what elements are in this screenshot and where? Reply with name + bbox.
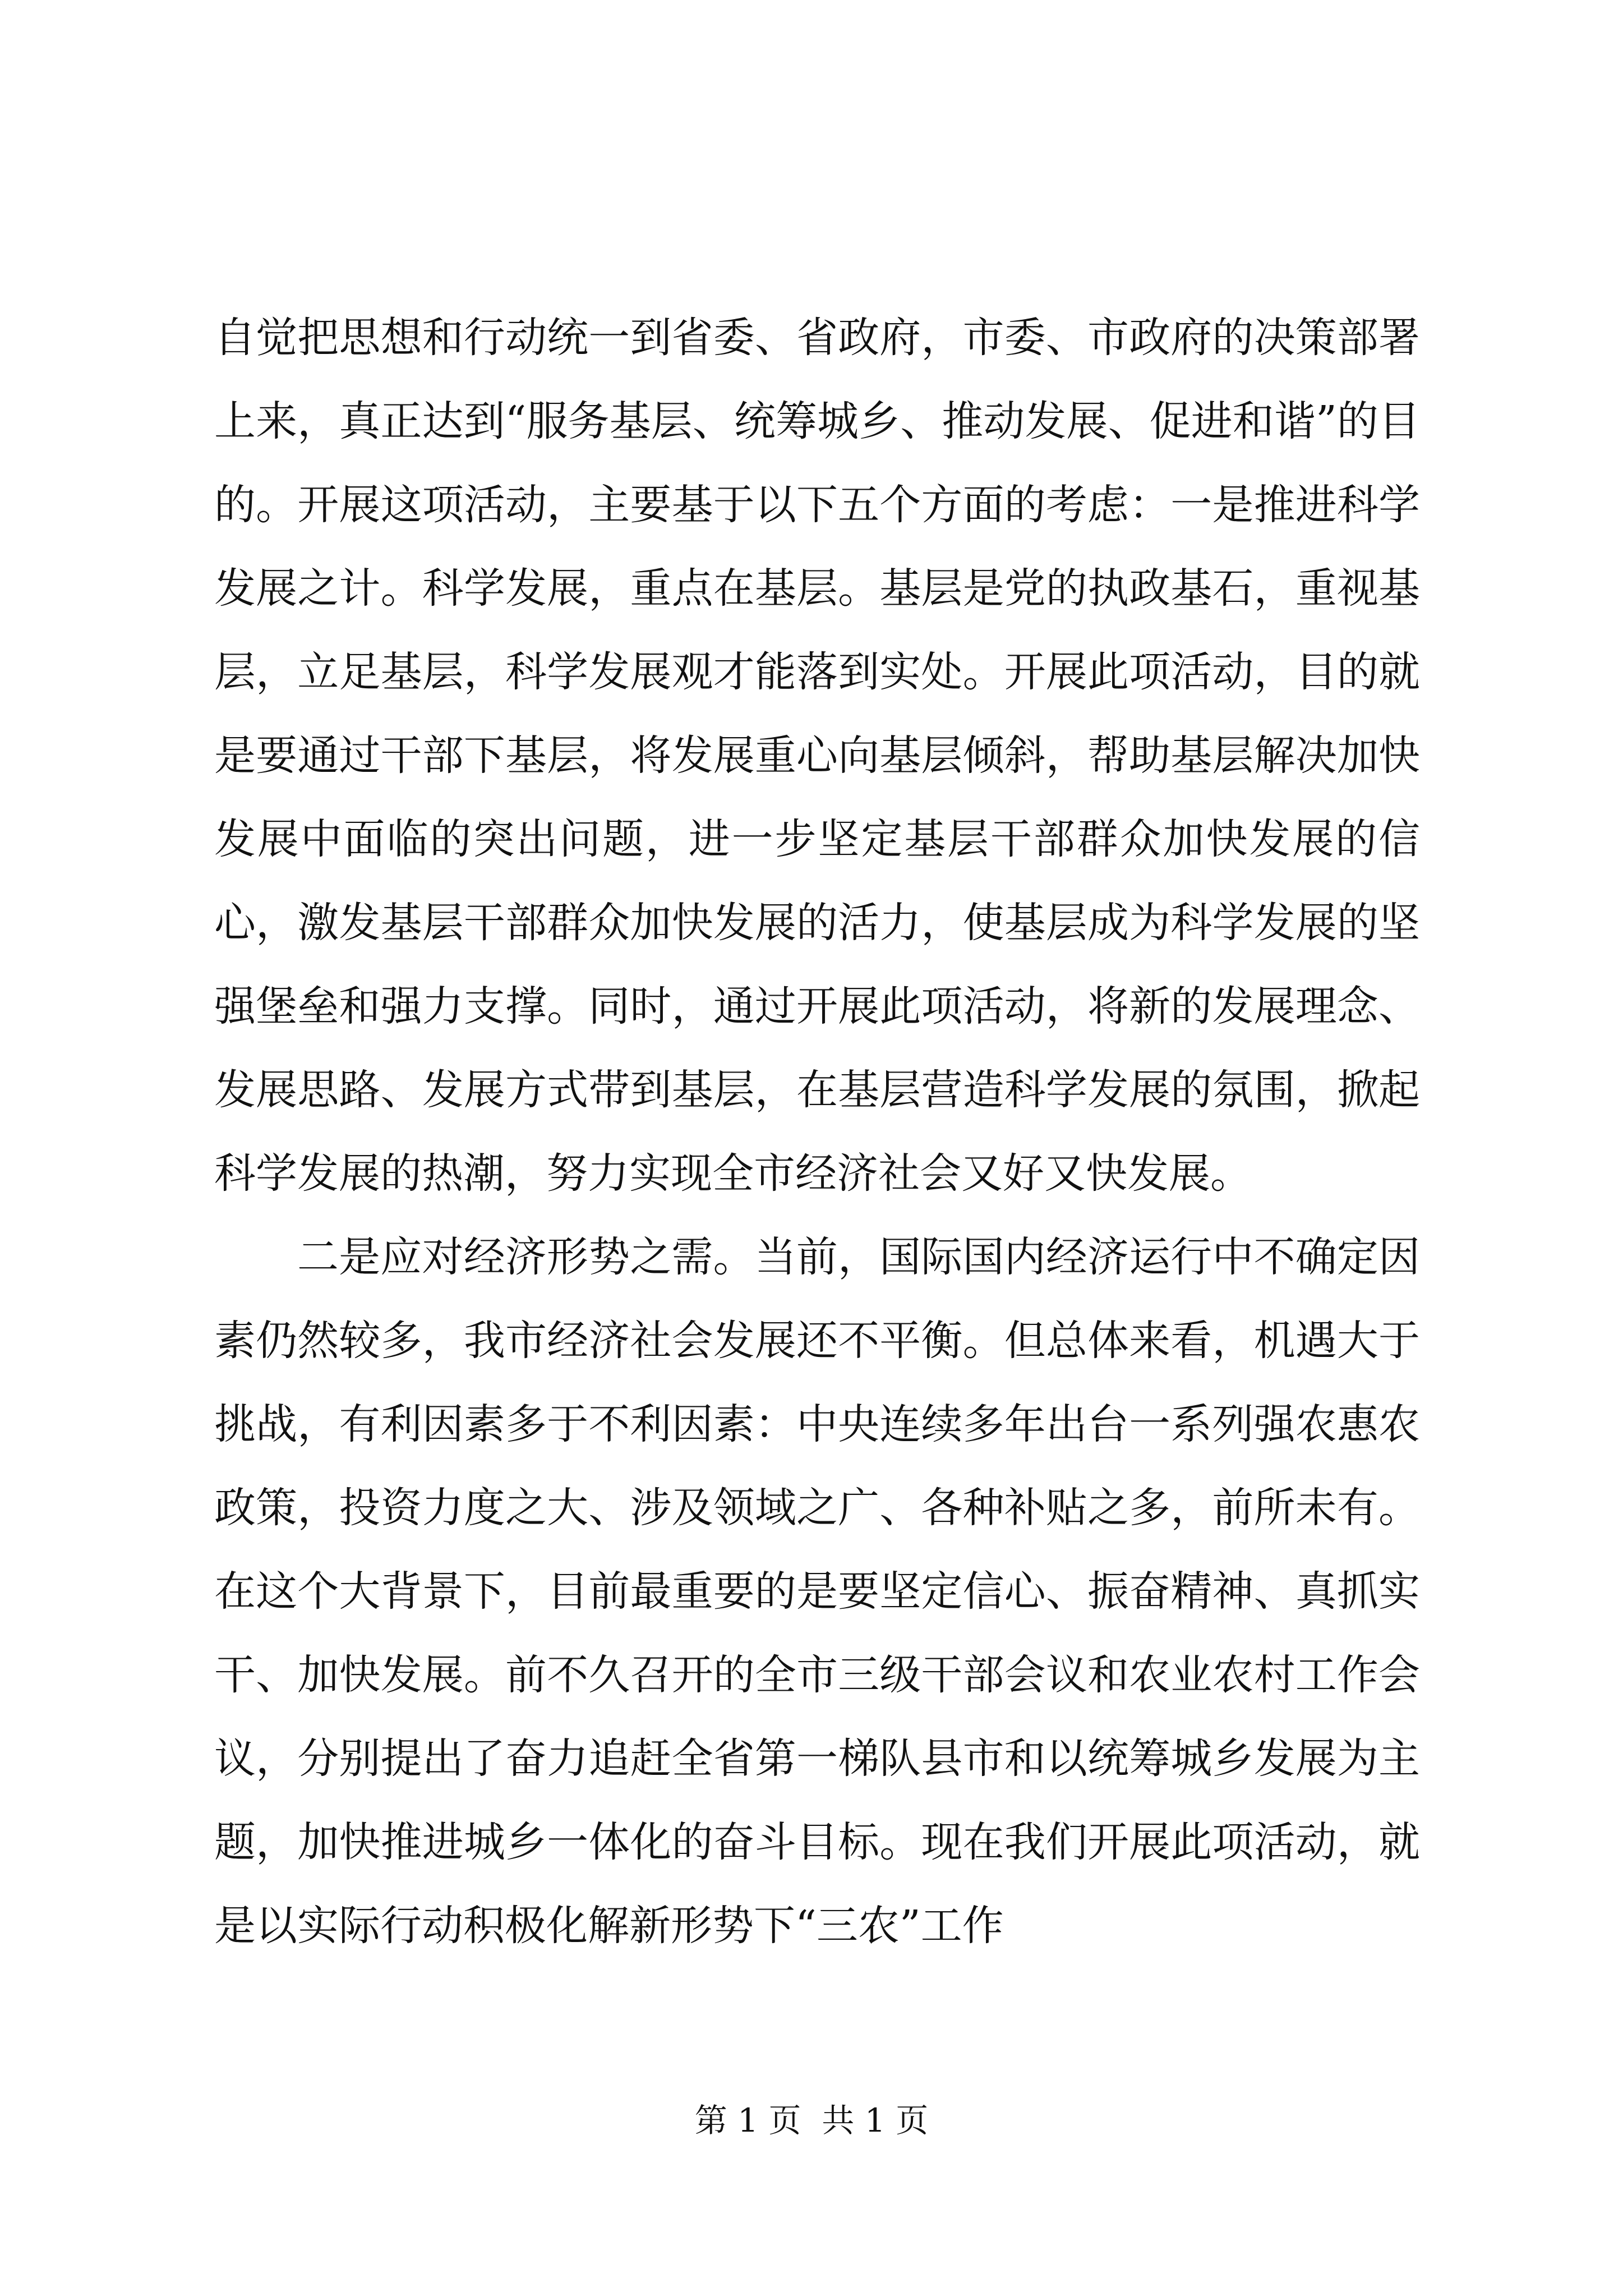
paragraph-1: 自觉把思想和行动统一到省委、省政府，市委、市政府的决策部署上来，真正达到“服务基层、统筹城乡、推动发展、促进和谐”的目的。开展这项活动，主要基于以下五个方面的考虑：一是推进科学发展之计。科学发展，重点在基层。基层是党的执政基石，重视基层，立足基层，科学发展观才能落到实处。开展此项活动，目的就是要通过干部下基层，将发展重心向基层倾斜，帮助基层解决加快发展中面临的突出问题，进一步坚定基层干部群众加快发展的信心，激发基层干部群众加快发展的活力，使基层成为科学发展的坚强堡垒和强力支撑。同时，通过开展此项活动，将新的发展理念、发展思路、发展方式带到基层，在基层营造科学发展的氛围，掀起科学发展的热潮，努力实现全市经济社会又好又快发展。 [214,314,1420,1198]
page-footer: 第 1 页 共 1 页 [694,2101,929,2139]
document-body [214,296,1420,1968]
paragraph-2: 二是应对经济形势之需。当前，国际国内经济运行中不确定因素仍然较多，我市经济社会发展还不平衡。但总体来看，机遇大于挑战，有利因素多于不利因素：中央连续多年出台一系列强农惠农政策，投资力度之大、涉及领域之广、各种补贴之多，前所未有。在这个大背景下，目前最重要的是要坚定信心、振奋精神、真抓实干、加快发展。前不久召开的全市三级干部会议和农业农村工作会议，分别提出了奋力追赶全省第一梯队县市和以统筹城乡发展为主题，加快推进城乡一体化的奋斗目标。现在我们开展此项活动，就是以实际行动积极化解新形势下“三农”工作 [214,1233,1420,1950]
